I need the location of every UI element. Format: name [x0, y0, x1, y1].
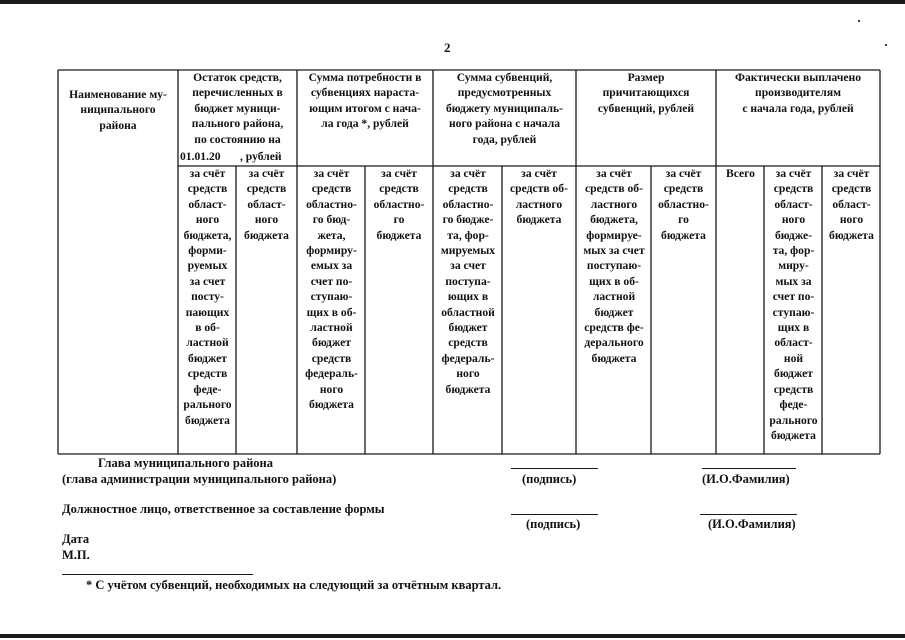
scan-speck [885, 44, 887, 46]
signature-label-2: (подпись) [526, 517, 581, 531]
stamp-label: М.П. [62, 548, 90, 562]
head-title-line1: Глава муниципального района [98, 456, 273, 470]
subheader-paid-federal: за счёт средств област- ного бюдже- та, фор- миру- мых за счет по- ступаю- щих в област- ной бюджет средств феде- рального бюджета [769, 167, 818, 442]
subheader-remaining-regional: за счёт средств област- ного бюджета [244, 167, 289, 242]
subheader-provided-federal: за счёт средств областно- го бюдже- та, фор- мируемых за счет поступа- ющих в областной бюджет средств федераль- ного бюджета [440, 167, 496, 396]
subheader-need-regional: за счёт средств областно- го бюджета [373, 167, 425, 242]
header-district-name: Наименование му- ниципального района [69, 88, 167, 132]
scan-speck [858, 20, 860, 22]
subheader-remaining-federal: за счёт средств област- ного бюджета, форми- руемых за счет посту- пающих в об- ластной бюджет средств феде- рального бюджета [183, 167, 232, 427]
signature-line-2 [511, 514, 598, 515]
head-title-line2: (глава администрации муниципального района) [62, 472, 337, 486]
bottom-scan-border [0, 634, 905, 638]
header-actually-paid: Фактически выплачено производителям с начала года, рублей [734, 71, 862, 115]
header-subsidy-provided: Сумма субвенций, предусмотренных бюджету муниципаль- ного района с начала года, рублей [446, 71, 563, 146]
signature-line-1 [511, 468, 598, 469]
page-number: 2 [444, 40, 451, 55]
name-label-2: (И.О.Фамилия) [708, 517, 796, 531]
subheader-due-regional: за счёт средств областно- го бюджета [658, 167, 709, 242]
subheader-provided-regional: за счёт средств об- ластного бюджета [510, 167, 568, 227]
date-label: Дата [62, 532, 90, 546]
name-label-1: (И.О.Фамилия) [702, 472, 790, 486]
signature-label-1: (подпись) [522, 472, 577, 486]
top-scan-border [0, 0, 905, 4]
official-title: Должностное лицо, ответственное за составление формы [62, 502, 385, 516]
footnote-separator [62, 574, 253, 575]
header-subsidy-due: Размер причитающихся субвенций, рублей [597, 71, 695, 115]
header-remaining-unit: , рублей [240, 150, 282, 163]
subheader-paid-total: Всего [726, 167, 755, 180]
name-line-1 [702, 468, 796, 469]
subheader-paid-regional: за счёт средств област- ного бюджета [829, 167, 874, 242]
header-remaining-date: 01.01.20 [180, 150, 221, 163]
header-remaining-funds: Остаток средств, перечисленных в бюджет муници- пального района, по состоянию на [191, 71, 284, 146]
name-line-2 [700, 514, 797, 515]
footnote: * С учётом субвенций, необходимых на следующий за отчётным квартал. [86, 578, 502, 592]
subheader-need-federal: за счёт средств областно- го бюд- жета, формиру- емых за счет по- ступаю- щих в об- ластной бюджет средств федераль- ного бюджета [305, 167, 358, 412]
header-subsidy-need: Сумма потребности в субвенциях нараста- ющим итогом с нача- ла года *, рублей [308, 71, 422, 131]
subheader-due-federal: за счёт средств об- ластного бюджета, формируе- мых за счет поступаю- щих в об- ластной бюджет средств фе- дерального бюджета [583, 167, 645, 365]
